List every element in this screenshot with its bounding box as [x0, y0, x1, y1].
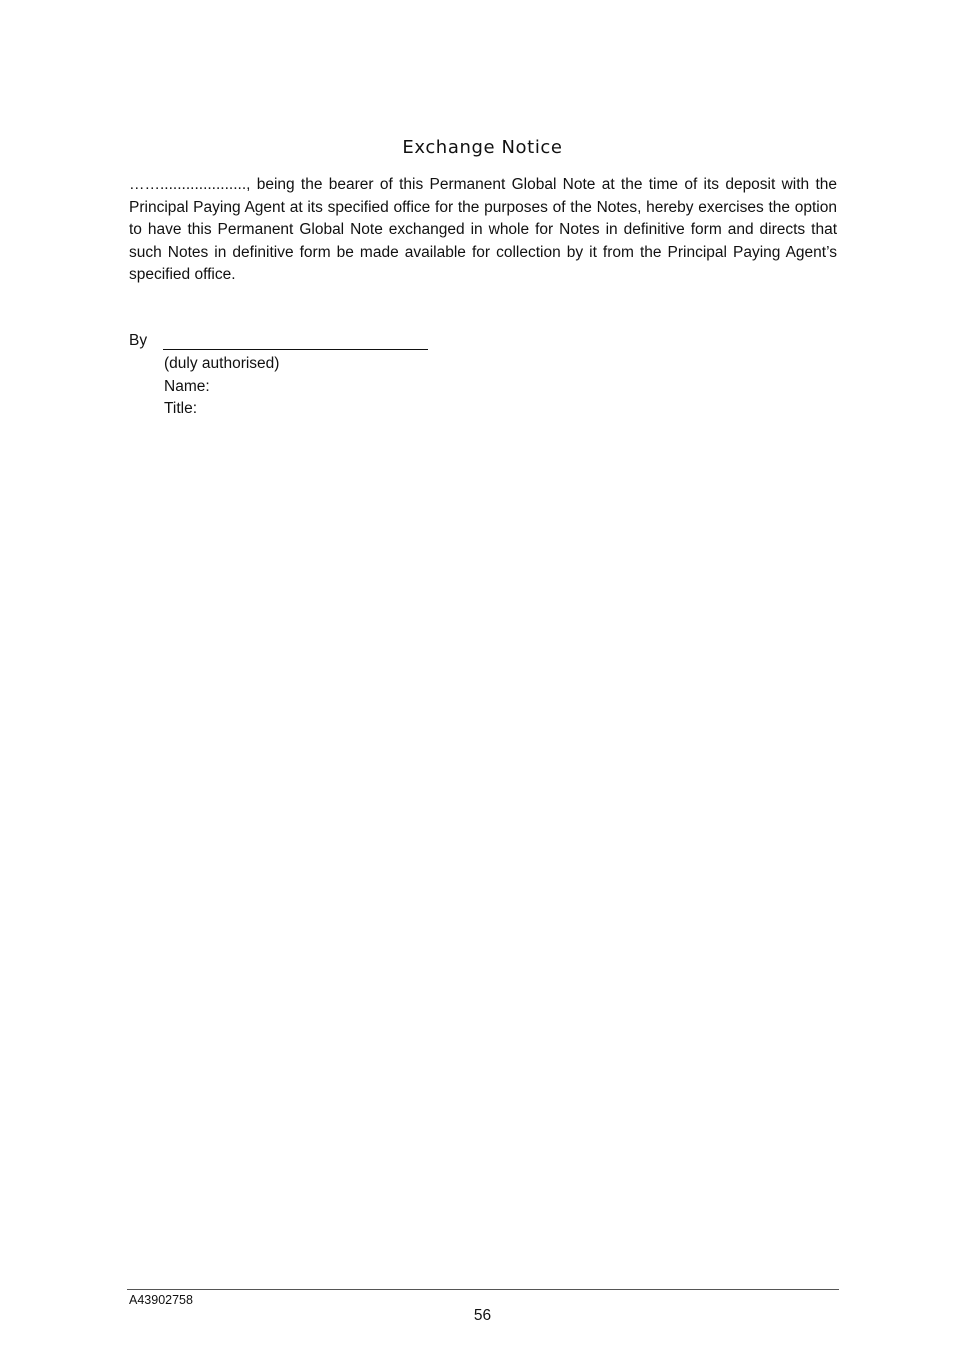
document-reference: A43902758: [129, 1293, 193, 1307]
title-label: Title:: [164, 400, 198, 417]
exchange-notice-paragraph: ……...................., being the bearer of this Permanent Global Note at the time of its deposit with the Principal Paying Agent at its specified office for the purposes of the Notes, hereby exercises the option to have this Permanent Global Note exchanged in whole for Notes in definitive form and directs that such Notes in definitive form be made available for collection by it from the Principal Paying Agent’s specified office.: [129, 176, 837, 284]
page-number: 56: [473, 1307, 492, 1324]
footer-divider: [127, 1289, 839, 1290]
duly-authorised-label: (duly authorised): [164, 355, 280, 372]
signature-by-label: By: [129, 332, 148, 349]
signature-line: [163, 349, 428, 350]
page-title: Exchange Notice: [402, 137, 563, 158]
name-label: Name:: [164, 378, 210, 395]
